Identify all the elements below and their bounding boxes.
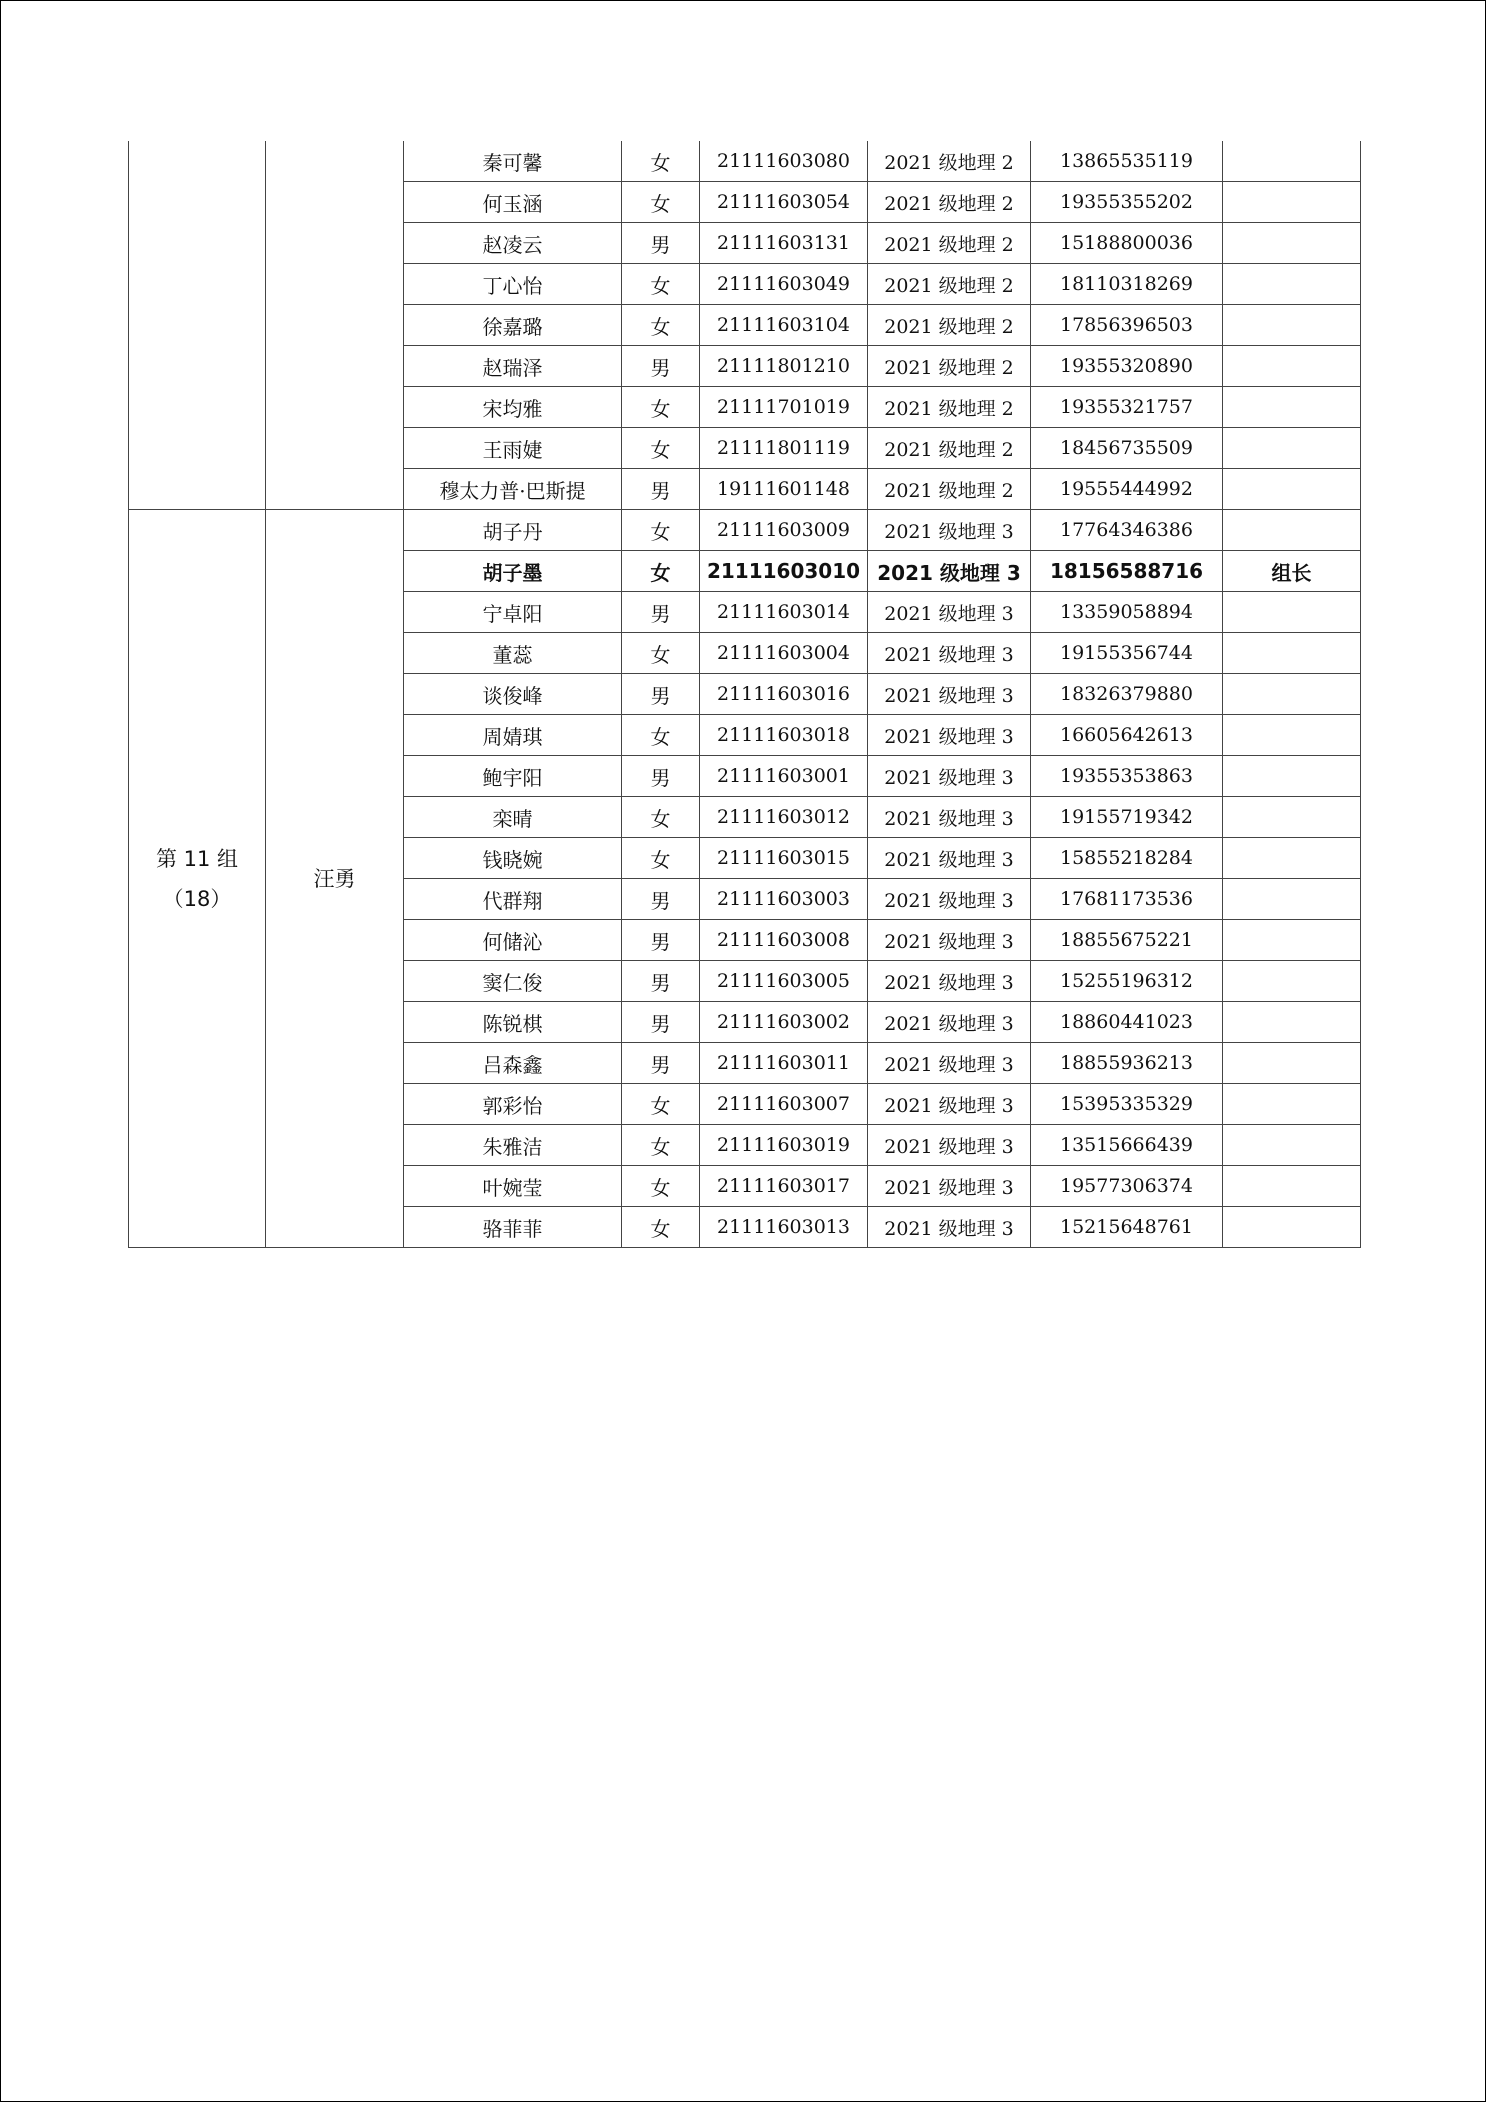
member-name: 叶婉莹 bbox=[404, 1166, 622, 1207]
member-class: 2021 级地理 2 bbox=[868, 223, 1031, 264]
member-phone: 19355321757 bbox=[1031, 387, 1223, 428]
member-class: 2021 级地理 3 bbox=[868, 1043, 1031, 1084]
member-role bbox=[1223, 633, 1361, 674]
member-gender: 女 bbox=[622, 1166, 700, 1207]
member-class: 2021 级地理 3 bbox=[868, 797, 1031, 838]
member-gender: 男 bbox=[622, 920, 700, 961]
member-student-id: 21111603018 bbox=[700, 715, 868, 756]
member-class: 2021 级地理 2 bbox=[868, 469, 1031, 510]
member-name: 何玉涵 bbox=[404, 182, 622, 223]
member-student-id: 21111603007 bbox=[700, 1084, 868, 1125]
member-gender: 男 bbox=[622, 1043, 700, 1084]
table-row bbox=[129, 141, 1361, 182]
member-gender: 女 bbox=[622, 797, 700, 838]
member-phone: 17681173536 bbox=[1031, 879, 1223, 920]
member-class: 2021 级地理 3 bbox=[868, 715, 1031, 756]
member-gender: 女 bbox=[622, 182, 700, 223]
member-student-id: 21111603131 bbox=[700, 223, 868, 264]
member-phone: 18110318269 bbox=[1031, 264, 1223, 305]
member-role bbox=[1223, 797, 1361, 838]
member-student-id: 21111603019 bbox=[700, 1125, 868, 1166]
member-name: 郭彩怡 bbox=[404, 1084, 622, 1125]
member-phone: 13359058894 bbox=[1031, 592, 1223, 633]
member-role bbox=[1223, 715, 1361, 756]
member-phone: 19555444992 bbox=[1031, 469, 1223, 510]
member-role bbox=[1223, 756, 1361, 797]
member-role bbox=[1223, 592, 1361, 633]
member-role bbox=[1223, 346, 1361, 387]
member-name: 周婧琪 bbox=[404, 715, 622, 756]
member-phone: 19355353863 bbox=[1031, 756, 1223, 797]
member-class: 2021 级地理 2 bbox=[868, 182, 1031, 223]
member-student-id: 21111603015 bbox=[700, 838, 868, 879]
member-class: 2021 级地理 2 bbox=[868, 141, 1031, 182]
member-class: 2021 级地理 3 bbox=[868, 510, 1031, 551]
member-phone: 19577306374 bbox=[1031, 1166, 1223, 1207]
member-class: 2021 级地理 3 bbox=[868, 920, 1031, 961]
member-student-id: 21111603013 bbox=[700, 1207, 868, 1248]
member-class: 2021 级地理 3 bbox=[868, 1125, 1031, 1166]
member-phone: 18326379880 bbox=[1031, 674, 1223, 715]
member-name: 丁心怡 bbox=[404, 264, 622, 305]
member-role bbox=[1223, 920, 1361, 961]
member-role bbox=[1223, 305, 1361, 346]
member-role bbox=[1223, 510, 1361, 551]
member-role bbox=[1223, 141, 1361, 182]
member-name: 钱晓婉 bbox=[404, 838, 622, 879]
member-class: 2021 级地理 3 bbox=[868, 879, 1031, 920]
member-phone: 19355320890 bbox=[1031, 346, 1223, 387]
member-class: 2021 级地理 3 bbox=[868, 592, 1031, 633]
member-role bbox=[1223, 1207, 1361, 1248]
member-name: 宋均雅 bbox=[404, 387, 622, 428]
member-role bbox=[1223, 428, 1361, 469]
member-name: 鲍宇阳 bbox=[404, 756, 622, 797]
member-phone: 15855218284 bbox=[1031, 838, 1223, 879]
member-class: 2021 级地理 3 bbox=[868, 1166, 1031, 1207]
member-phone: 18456735509 bbox=[1031, 428, 1223, 469]
member-student-id: 19111601148 bbox=[700, 469, 868, 510]
member-gender: 男 bbox=[622, 1002, 700, 1043]
member-role bbox=[1223, 387, 1361, 428]
member-phone: 19355355202 bbox=[1031, 182, 1223, 223]
member-name: 赵凌云 bbox=[404, 223, 622, 264]
member-student-id: 21111603003 bbox=[700, 879, 868, 920]
member-role bbox=[1223, 674, 1361, 715]
member-role bbox=[1223, 469, 1361, 510]
member-student-id: 21111603002 bbox=[700, 1002, 868, 1043]
member-phone: 15395335329 bbox=[1031, 1084, 1223, 1125]
member-name: 王雨婕 bbox=[404, 428, 622, 469]
member-gender: 女 bbox=[622, 510, 700, 551]
member-role bbox=[1223, 1125, 1361, 1166]
member-gender: 男 bbox=[622, 346, 700, 387]
member-name: 代群翔 bbox=[404, 879, 622, 920]
member-student-id: 21111603054 bbox=[700, 182, 868, 223]
member-name: 董蕊 bbox=[404, 633, 622, 674]
member-gender: 女 bbox=[622, 1084, 700, 1125]
member-name: 宁卓阳 bbox=[404, 592, 622, 633]
member-gender: 女 bbox=[622, 305, 700, 346]
member-class: 2021 级地理 3 bbox=[868, 1084, 1031, 1125]
member-student-id: 21111801119 bbox=[700, 428, 868, 469]
member-name: 陈锐棋 bbox=[404, 1002, 622, 1043]
member-role: 组长 bbox=[1223, 551, 1361, 592]
member-gender: 女 bbox=[622, 1207, 700, 1248]
member-gender: 男 bbox=[622, 223, 700, 264]
member-class: 2021 级地理 3 bbox=[868, 756, 1031, 797]
member-class: 2021 级地理 3 bbox=[868, 551, 1031, 592]
member-gender: 女 bbox=[622, 838, 700, 879]
member-student-id: 21111603005 bbox=[700, 961, 868, 1002]
member-role bbox=[1223, 182, 1361, 223]
member-gender: 女 bbox=[622, 428, 700, 469]
table-row bbox=[129, 510, 1361, 551]
member-gender: 女 bbox=[622, 1125, 700, 1166]
roster-body bbox=[129, 141, 1361, 1248]
member-class: 2021 级地理 2 bbox=[868, 264, 1031, 305]
member-name: 赵瑞泽 bbox=[404, 346, 622, 387]
member-phone: 18156588716 bbox=[1031, 551, 1223, 592]
member-name: 朱雅洁 bbox=[404, 1125, 622, 1166]
member-phone: 18855936213 bbox=[1031, 1043, 1223, 1084]
member-phone: 17764346386 bbox=[1031, 510, 1223, 551]
teacher-cell: 汪勇 bbox=[266, 510, 404, 1248]
member-name: 谈俊峰 bbox=[404, 674, 622, 715]
member-name: 秦可馨 bbox=[404, 141, 622, 182]
member-class: 2021 级地理 3 bbox=[868, 674, 1031, 715]
member-class: 2021 级地理 3 bbox=[868, 838, 1031, 879]
member-phone: 15215648761 bbox=[1031, 1207, 1223, 1248]
member-class: 2021 级地理 3 bbox=[868, 633, 1031, 674]
member-role bbox=[1223, 264, 1361, 305]
member-student-id: 21111603014 bbox=[700, 592, 868, 633]
member-phone: 13515666439 bbox=[1031, 1125, 1223, 1166]
member-student-id: 21111603017 bbox=[700, 1166, 868, 1207]
teacher-cell bbox=[266, 141, 404, 510]
member-role bbox=[1223, 1084, 1361, 1125]
member-name: 胡子墨 bbox=[404, 551, 622, 592]
group-cell bbox=[129, 510, 266, 1248]
member-gender: 女 bbox=[622, 551, 700, 592]
member-phone: 17856396503 bbox=[1031, 305, 1223, 346]
member-class: 2021 级地理 3 bbox=[868, 1002, 1031, 1043]
member-phone: 13865535119 bbox=[1031, 141, 1223, 182]
member-gender: 男 bbox=[622, 674, 700, 715]
member-class: 2021 级地理 2 bbox=[868, 305, 1031, 346]
member-name: 骆菲菲 bbox=[404, 1207, 622, 1248]
member-class: 2021 级地理 3 bbox=[868, 961, 1031, 1002]
member-student-id: 21111603049 bbox=[700, 264, 868, 305]
member-student-id: 21111603011 bbox=[700, 1043, 868, 1084]
member-role bbox=[1223, 1043, 1361, 1084]
member-student-id: 21111603016 bbox=[700, 674, 868, 715]
member-student-id: 21111603001 bbox=[700, 756, 868, 797]
member-gender: 男 bbox=[622, 756, 700, 797]
member-gender: 男 bbox=[622, 469, 700, 510]
member-phone: 18855675221 bbox=[1031, 920, 1223, 961]
member-student-id: 21111603012 bbox=[700, 797, 868, 838]
member-class: 2021 级地理 2 bbox=[868, 387, 1031, 428]
member-student-id: 21111603009 bbox=[700, 510, 868, 551]
group-label: 第 11 组 bbox=[155, 846, 239, 871]
member-student-id: 21111801210 bbox=[700, 346, 868, 387]
group-count: （18） bbox=[162, 886, 232, 911]
member-student-id: 21111603004 bbox=[700, 633, 868, 674]
member-gender: 女 bbox=[622, 264, 700, 305]
member-name: 吕森鑫 bbox=[404, 1043, 622, 1084]
member-gender: 男 bbox=[622, 879, 700, 920]
member-role bbox=[1223, 1166, 1361, 1207]
member-student-id: 21111603008 bbox=[700, 920, 868, 961]
member-class: 2021 级地理 2 bbox=[868, 346, 1031, 387]
member-role bbox=[1223, 1002, 1361, 1043]
group-cell bbox=[129, 141, 266, 510]
member-name: 穆太力普·巴斯提 bbox=[404, 469, 622, 510]
member-name: 窦仁俊 bbox=[404, 961, 622, 1002]
member-gender: 女 bbox=[622, 141, 700, 182]
member-gender: 女 bbox=[622, 633, 700, 674]
member-role bbox=[1223, 223, 1361, 264]
member-role bbox=[1223, 879, 1361, 920]
member-phone: 19155356744 bbox=[1031, 633, 1223, 674]
member-role bbox=[1223, 838, 1361, 879]
member-gender: 男 bbox=[622, 961, 700, 1002]
member-class: 2021 级地理 3 bbox=[868, 1207, 1031, 1248]
member-phone: 18860441023 bbox=[1031, 1002, 1223, 1043]
member-class: 2021 级地理 2 bbox=[868, 428, 1031, 469]
member-gender: 男 bbox=[622, 592, 700, 633]
member-student-id: 21111701019 bbox=[700, 387, 868, 428]
member-gender: 女 bbox=[622, 387, 700, 428]
member-name: 徐嘉璐 bbox=[404, 305, 622, 346]
member-role bbox=[1223, 961, 1361, 1002]
member-phone: 16605642613 bbox=[1031, 715, 1223, 756]
member-gender: 女 bbox=[622, 715, 700, 756]
member-phone: 19155719342 bbox=[1031, 797, 1223, 838]
member-student-id: 21111603080 bbox=[700, 141, 868, 182]
member-student-id: 21111603010 bbox=[700, 551, 868, 592]
group-roster-table bbox=[128, 141, 1361, 1248]
member-name: 何储沁 bbox=[404, 920, 622, 961]
member-phone: 15255196312 bbox=[1031, 961, 1223, 1002]
member-name: 胡子丹 bbox=[404, 510, 622, 551]
member-name: 栾晴 bbox=[404, 797, 622, 838]
member-phone: 15188800036 bbox=[1031, 223, 1223, 264]
member-student-id: 21111603104 bbox=[700, 305, 868, 346]
